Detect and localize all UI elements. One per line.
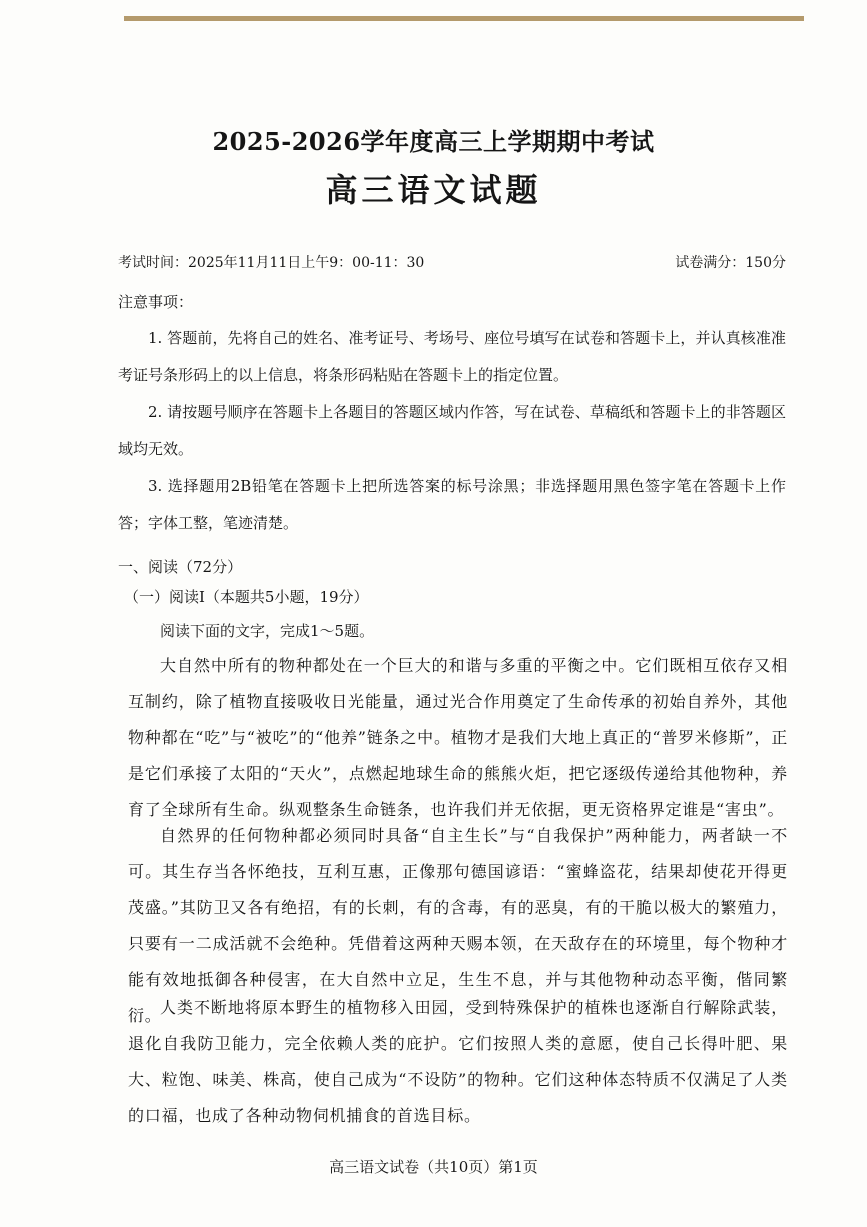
notice-item: 3. 选择题用2B铅笔在答题卡上把所选答案的标号涂黑；非选择题用黑色签字笔在答题卡上作答；字体工整，笔迹清楚。 bbox=[118, 477, 786, 532]
exam-time: 考试时间：2025年11月11日上午9：00-11：30 bbox=[118, 255, 425, 271]
full-score: 试卷满分：150分 bbox=[675, 255, 786, 271]
notice-item: 1. 答题前，先将自己的姓名、准考证号、考场号、座位号填写在试卷和答题卡上，并认真核准准考证号条形码上的以上信息，将条形码粘贴在答题卡上的指定位置。 bbox=[118, 329, 786, 384]
reading-paragraph: 人类不断地将原本野生的植物移入田园，受到特殊保护的植株也逐渐自行解除武装，退化自我防卫能力，完全依赖人类的庇护。它们按照人类的意愿，使自己长得叶肥、果大、粒饱、味美、株高，使自己成为“不设防”的物种。它们这种体态特质不仅满足了人类的口福，也成了各种动物伺机捕食的首选目标。 bbox=[128, 998, 788, 1125]
exam-main-title: 高三语文试题 bbox=[325, 171, 542, 209]
reading-paragraph: 自然界的任何物种都必须同时具备“自主生长”与“自我保护”两种能力，两者缺一不可。其生存当各怀绝技，互利互惠，正像那句德国谚语：“蜜蜂盗花，结果却使花开得更茂盛。”其防卫又各有绝招，有的长刺，有的含毒，有的恶臭，有的干脆以极大的繁殖力，只要有一二成活就不会绝种。凭借着这两种天赐本领，在天敌存在的环境里，每个物种才能有效地抵御各种侵害，在大自然中立足，生生不息，并与其他物种动态平衡，偕同繁衍。 bbox=[128, 826, 788, 1025]
notice-item: 2. 请按题号顺序在答题卡上各题目的答题区域内作答，写在试卷、草稿纸和答题卡上的非答题区域均无效。 bbox=[118, 403, 786, 458]
section-heading: 一、阅读（72分） bbox=[118, 558, 243, 576]
page-footer: 高三语文试卷（共10页）第1页 bbox=[329, 1158, 538, 1176]
reading-paragraph: 大自然中所有的物种都处在一个巨大的和谐与多重的平衡之中。它们既相互依存又相互制约，除了植物直接吸收日光能量，通过光合作用奠定了生命传承的初始自养外，其他物种都在“吃”与“被吃”的“他养”链条之中。植物才是我们大地上真正的“普罗米修斯”，正是它们承接了太阳的“天火”，点燃起地球生命的熊熊火炬，把它逐级传递给其他物种，养育了全球所有生命。纵观整条生命链条，也许我们并无依据，更无资格界定谁是“害虫”。 bbox=[128, 656, 788, 819]
top-border-rule bbox=[124, 16, 804, 21]
section-subheading: （一）阅读Ⅰ（本题共5小题，19分） bbox=[124, 588, 369, 606]
reading-instruction: 阅读下面的文字，完成1～5题。 bbox=[160, 622, 375, 640]
notice-heading: 注意事项： bbox=[118, 293, 194, 311]
exam-header-title: 2025-2026学年度高三上学期期中考试 bbox=[212, 127, 655, 156]
